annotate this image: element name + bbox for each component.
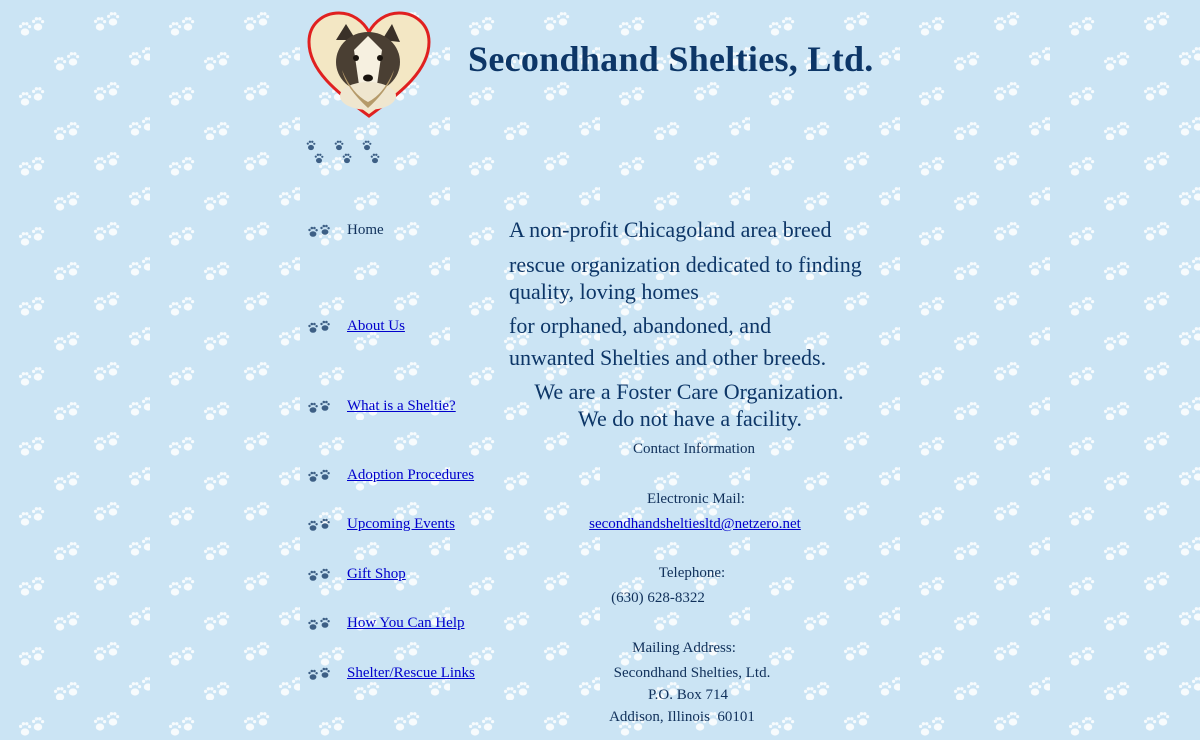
paw-bullet-icon bbox=[306, 567, 332, 583]
phone-label: Telephone: bbox=[658, 565, 726, 581]
paw-bullet-icon bbox=[306, 616, 332, 632]
paw-bullet-icon bbox=[306, 517, 332, 533]
nav-gift-shop-link[interactable]: Gift Shop bbox=[347, 566, 406, 582]
nav-item-how-you-can-help[interactable] bbox=[306, 615, 506, 635]
mail-city: Addison, Illinois 60101 bbox=[609, 709, 755, 725]
paw-bullet-icon bbox=[306, 468, 332, 484]
paw-bullet-icon bbox=[306, 399, 332, 415]
email-row bbox=[485, 516, 905, 533]
sheltie-heart-logo bbox=[306, 10, 432, 122]
paw-bullet-icon bbox=[306, 319, 332, 335]
nav-shelter-rescue-links-link[interactable]: Shelter/Rescue Links bbox=[347, 665, 475, 681]
paw-trail-icon bbox=[305, 138, 385, 168]
mail-box: P.O. Box 714 bbox=[647, 687, 729, 703]
foster-line-1: We are a Foster Care Organization. bbox=[534, 379, 844, 404]
mail-label: Mailing Address: bbox=[632, 640, 736, 656]
nav-adoption-procedures-link[interactable]: Adoption Procedures bbox=[347, 467, 475, 483]
intro-line-5: unwanted Shelties and other breeds. bbox=[509, 345, 827, 370]
foster-line-2: We do not have a facility. bbox=[577, 406, 803, 431]
email-link[interactable]: secondhandsheltiesltd@netzero.net bbox=[589, 516, 801, 532]
nav-item-what-is-a-sheltie[interactable] bbox=[306, 398, 506, 418]
intro-line-3: quality, loving homes bbox=[509, 279, 699, 304]
nav-about-us-link[interactable]: About Us bbox=[347, 318, 405, 334]
mail-name: Secondhand Shelties, Ltd. bbox=[613, 665, 771, 681]
nav-item-home bbox=[306, 222, 506, 242]
email-label: Electronic Mail: bbox=[647, 491, 745, 507]
paw-bullet-icon bbox=[306, 223, 332, 239]
nav-item-adoption-procedures[interactable] bbox=[306, 467, 506, 487]
site-title: Secondhand Shelties, Ltd. bbox=[468, 39, 874, 79]
contact-heading: Contact Information bbox=[632, 441, 756, 457]
nav-item-upcoming-events[interactable] bbox=[306, 516, 506, 536]
phone-number: (630) 628-8322 bbox=[611, 590, 705, 606]
nav-item-about-us[interactable] bbox=[306, 318, 506, 338]
nav-how-you-can-help-link[interactable]: How You Can Help bbox=[347, 615, 465, 631]
intro-line-2: rescue organization dedicated to finding bbox=[509, 252, 862, 277]
intro-line-1: A non-profit Chicagoland area breed bbox=[509, 217, 832, 242]
nav-upcoming-events-link[interactable]: Upcoming Events bbox=[347, 516, 455, 532]
nav-item-gift-shop[interactable] bbox=[306, 566, 506, 586]
nav-home-label: Home bbox=[347, 222, 384, 238]
nav-what-is-a-sheltie-link[interactable]: What is a Sheltie? bbox=[347, 398, 456, 414]
nav-item-shelter-rescue-links[interactable] bbox=[306, 665, 506, 685]
paw-bullet-icon bbox=[306, 666, 332, 682]
intro-line-4: for orphaned, abandoned, and bbox=[509, 313, 772, 338]
